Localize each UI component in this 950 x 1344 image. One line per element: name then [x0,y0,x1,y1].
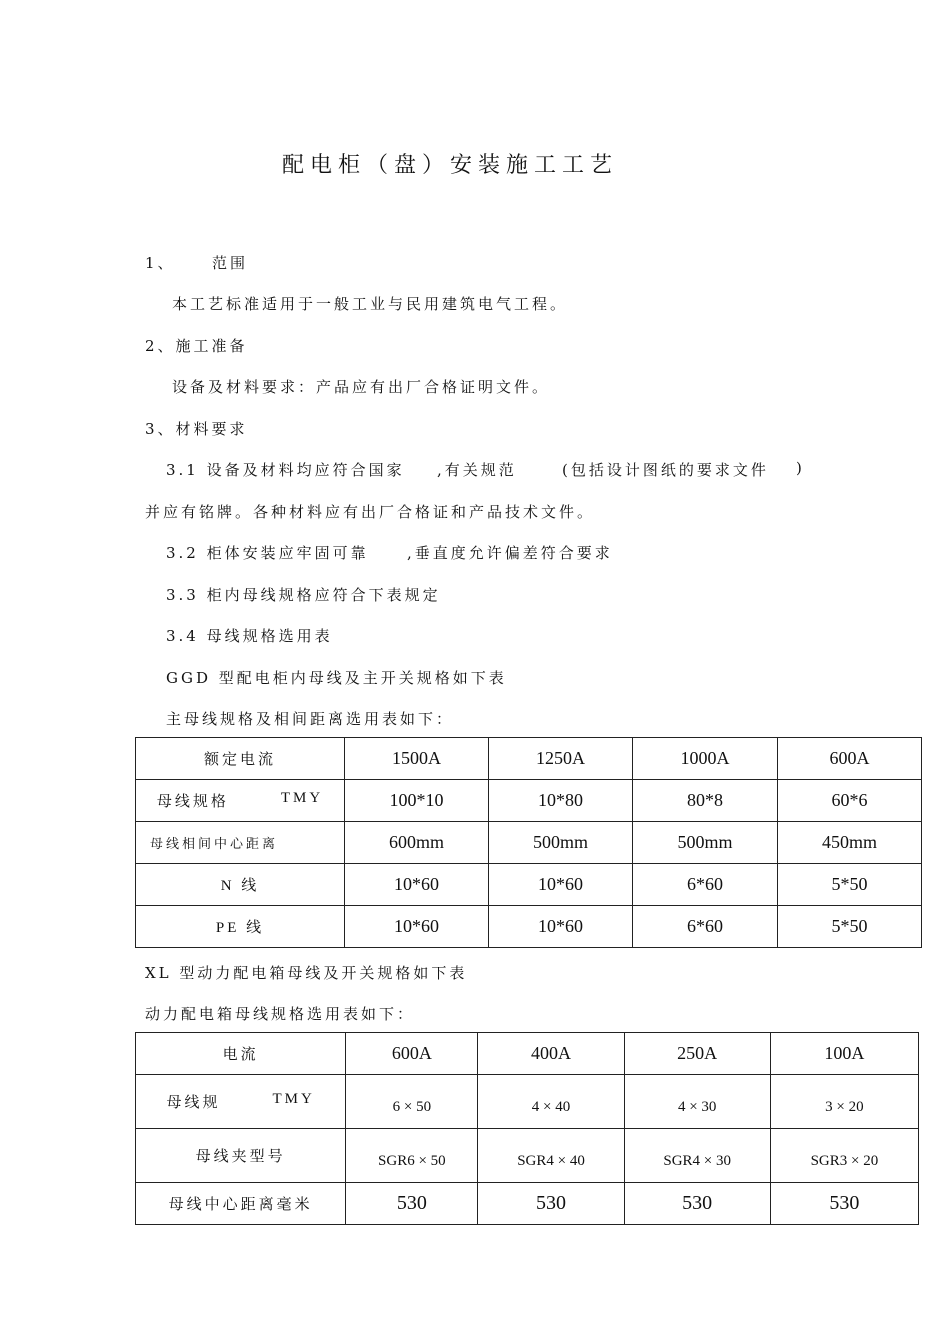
table-cell: 1250A [489,738,633,780]
row-label: 电流 [136,1033,346,1075]
table-row [136,738,922,780]
table-cell: 530 [346,1183,478,1225]
row-label: 额定电流 [136,738,345,780]
xl-line: XL 型动力配电箱母线及开关规格如下表 [145,964,468,982]
table-cell: 5*50 [778,906,922,948]
table-cell: 4 × 40 [478,1075,624,1129]
table-cell: SGR6 × 50 [346,1129,478,1183]
table-cell: 10*60 [345,864,489,906]
row-label-suffix: TMY [272,1091,315,1107]
table-1-caption: 主母线规格及相间距离选用表如下： [166,710,455,728]
section-3-4: 3.4 母线规格选用表 [166,627,333,645]
ggd-line: GGD 型配电柜内母线及主开关规格如下表 [166,669,507,687]
table-cell: 250A [624,1033,770,1075]
table-row [136,780,922,822]
table-row [136,864,922,906]
table-cell: 4 × 30 [624,1075,770,1129]
section-3-2-part-a: 3.2 柜体安装应牢固可靠 [166,544,369,562]
row-label-suffix: TMY [280,790,324,806]
table-cell: 6 × 50 [346,1075,478,1129]
section-2-heading: 2、施工准备 [145,337,248,355]
page-title: 配电柜（盘）安装施工工艺 [282,153,619,178]
section-3-heading: 3、材料要求 [145,420,248,438]
table-cell: 530 [624,1183,770,1225]
table-row [136,1033,919,1075]
section-1-heading: 范围 [212,254,249,272]
table-2-caption: 动力配电箱母线规格选用表如下： [145,1005,416,1023]
section-2-body: 设备及材料要求：产品应有出厂合格证明文件。 [172,378,551,396]
table-cell: 530 [770,1183,918,1225]
section-1-body: 本工艺标准适用于一般工业与民用建筑电气工程。 [172,295,569,313]
table-row [136,906,922,948]
table-cell: SGR4 × 40 [478,1129,624,1183]
table-cell: SGR3 × 20 [770,1129,918,1183]
table-cell: 500mm [489,822,633,864]
section-3-1-part-d: ) [796,459,805,477]
section-3-1-part-c: (包括设计图纸的要求文件 [562,461,769,479]
section-3-3: 3.3 柜内母线规格应符合下表规定 [166,586,441,604]
row-label: 母线规 [166,1095,221,1111]
section-3-1-part-b: ,有关规范 [437,461,517,479]
table-cell: 450mm [778,822,922,864]
table-cell: 600A [778,738,922,780]
table-cell: 10*80 [489,780,633,822]
table-cell: 6*60 [633,864,778,906]
table-cell: 100*10 [345,780,489,822]
table-cell: 600A [346,1033,478,1075]
table-cell: 10*60 [489,906,633,948]
row-label-cell [136,1075,346,1129]
row-label: 母线夹型号 [136,1129,346,1183]
section-3-1-line-2: 并应有铭牌。各种材料应有出厂合格证和产品技术文件。 [145,503,596,521]
section-3-1-part-a: 3.1 设备及材料均应符合国家 [166,461,405,479]
row-label: 母线规格 [156,794,229,810]
table-cell: 3 × 20 [770,1075,918,1129]
table-cell: 10*60 [345,906,489,948]
table-cell: 1000A [633,738,778,780]
section-3-2-part-b: ,垂直度允许偏差符合要求 [407,544,613,562]
row-label: 母线相间中心距离 [136,822,345,864]
table-cell: SGR4 × 30 [624,1129,770,1183]
table-cell: 10*60 [489,864,633,906]
table-cell: 100A [770,1033,918,1075]
table-row [136,1183,919,1225]
table-cell: 5*50 [778,864,922,906]
table-row [136,1075,919,1129]
row-label: N 线 [136,864,345,906]
busbar-spec-table-xl [135,1032,919,1225]
table-row [136,1129,919,1183]
table-cell: 60*6 [778,780,922,822]
table-cell: 400A [478,1033,624,1075]
table-cell: 500mm [633,822,778,864]
table-cell: 530 [478,1183,624,1225]
row-label-cell [136,780,345,822]
section-1-number: 1、 [145,254,176,272]
table-cell: 600mm [345,822,489,864]
table-cell: 80*8 [633,780,778,822]
table-cell: 6*60 [633,906,778,948]
busbar-spec-table-ggd [135,737,922,948]
row-label: 母线中心距离毫米 [136,1183,346,1225]
table-cell: 1500A [345,738,489,780]
table-row [136,822,922,864]
row-label: PE 线 [136,906,345,948]
